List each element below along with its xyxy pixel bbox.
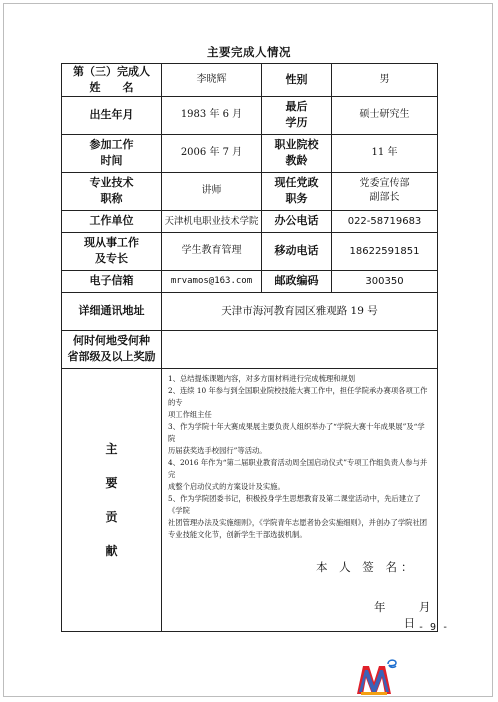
date-day-label: 日 — [403, 615, 416, 630]
address-value: 天津市海河教育园区雅观路 19 号 — [162, 292, 438, 330]
work-unit-label: 工作单位 — [62, 210, 162, 232]
list-item: 专业技能文化节，创新学生干部选拔机制。 — [168, 529, 307, 539]
table-row — [62, 172, 438, 210]
awards-value — [162, 330, 438, 368]
zip-label: 邮政编码 — [262, 270, 332, 292]
education-value: 硕士研究生 — [332, 96, 438, 134]
date-month-label: 月 — [418, 599, 431, 614]
list-item: 项工作组主任 — [168, 409, 212, 419]
awards-label: 何时何地受何种 省部级及以上奖励 — [62, 330, 162, 368]
main-contribution-content — [162, 368, 438, 631]
table-row — [62, 270, 438, 292]
table-row — [62, 134, 438, 172]
table-row — [62, 330, 438, 368]
date-year-label: 年 — [374, 599, 386, 614]
main-contribution-label: 主 要 贡 献 — [62, 368, 162, 631]
table-row — [62, 210, 438, 232]
list-item: 3、作为学院十年大赛成果展主要负责人组织举办了“学院大赛十年成果展”及“学院 — [168, 421, 425, 443]
mobile-value: 18622591851 — [332, 232, 438, 270]
email-label: 电子信箱 — [62, 270, 162, 292]
mobile-label: 移动电话 — [262, 232, 332, 270]
birth-label: 出生年月 — [62, 96, 162, 134]
list-item: 1、总结提炼课题内容，对多方面材料进行完成梳理和规划 — [168, 373, 356, 383]
mve-logo-icon — [355, 656, 399, 696]
office-phone-value: 022-58719683 — [332, 210, 438, 232]
list-item: 历届获奖选手校园行”等活动。 — [168, 445, 267, 455]
teaching-age-label: 职业院校 教龄 — [262, 134, 332, 172]
list-item: 成整个启动仪式的方案设计及实施。 — [168, 481, 285, 491]
address-label: 详细通讯地址 — [62, 292, 162, 330]
page-title: 主要完成人情况 — [207, 45, 291, 59]
pro-title-value: 讲师 — [162, 172, 262, 210]
teaching-age-value: 11 年 — [332, 134, 438, 172]
gender-value: 男 — [332, 64, 438, 97]
page-number: - 9 - — [418, 622, 449, 633]
table-row — [62, 232, 438, 270]
table-row — [62, 292, 438, 330]
table-row — [62, 96, 438, 134]
education-label: 最后 学历 — [262, 96, 332, 134]
email-value: mrvamos@163.com — [162, 270, 262, 292]
list-item: 5、作为学院团委书记，积极投身学生思想教育及第二课堂活动中，先后建立了《学院 — [168, 493, 421, 515]
work-unit-value: 天津机电职业技术学院 — [162, 210, 262, 232]
name-value: 李晓辉 — [162, 64, 262, 97]
position-value: 党委宣传部 副部长 — [332, 172, 438, 210]
office-phone-label: 办公电话 — [262, 210, 332, 232]
signature-label: 本 人 签 名： — [316, 559, 417, 574]
completer-info-table — [61, 63, 438, 632]
work-start-label: 参加工作 时间 — [62, 134, 162, 172]
current-job-label: 现从事工作 及专长 — [62, 232, 162, 270]
pro-title-label: 专业技术 职称 — [62, 172, 162, 210]
current-job-value: 学生教育管理 — [162, 232, 262, 270]
list-item: 社团管理办法及实施细则》，《学院青年志愿者协会实施细则》，并创办了学院社团 — [168, 517, 428, 527]
work-start-value: 2006 年 7 月 — [162, 134, 262, 172]
zip-value: 300350 — [332, 270, 438, 292]
position-label: 现任党政 职务 — [262, 172, 332, 210]
list-item: 2、连续 10 年参与到全国职业院校技能大赛工作中，担任学院承办赛项各项工作的专 — [168, 385, 428, 407]
contribution-list — [168, 373, 431, 541]
table-row — [62, 64, 438, 97]
list-item: 4、2016 年作为“第二届职业教育活动周全国启动仪式”专项工作组负责人参与并完 — [168, 457, 428, 479]
birth-value: 1983 年 6 月 — [162, 96, 262, 134]
table-row — [62, 368, 438, 631]
gender-label: 性别 — [262, 64, 332, 97]
order-name-label: 第（三）完成人 姓 名 — [62, 64, 162, 97]
